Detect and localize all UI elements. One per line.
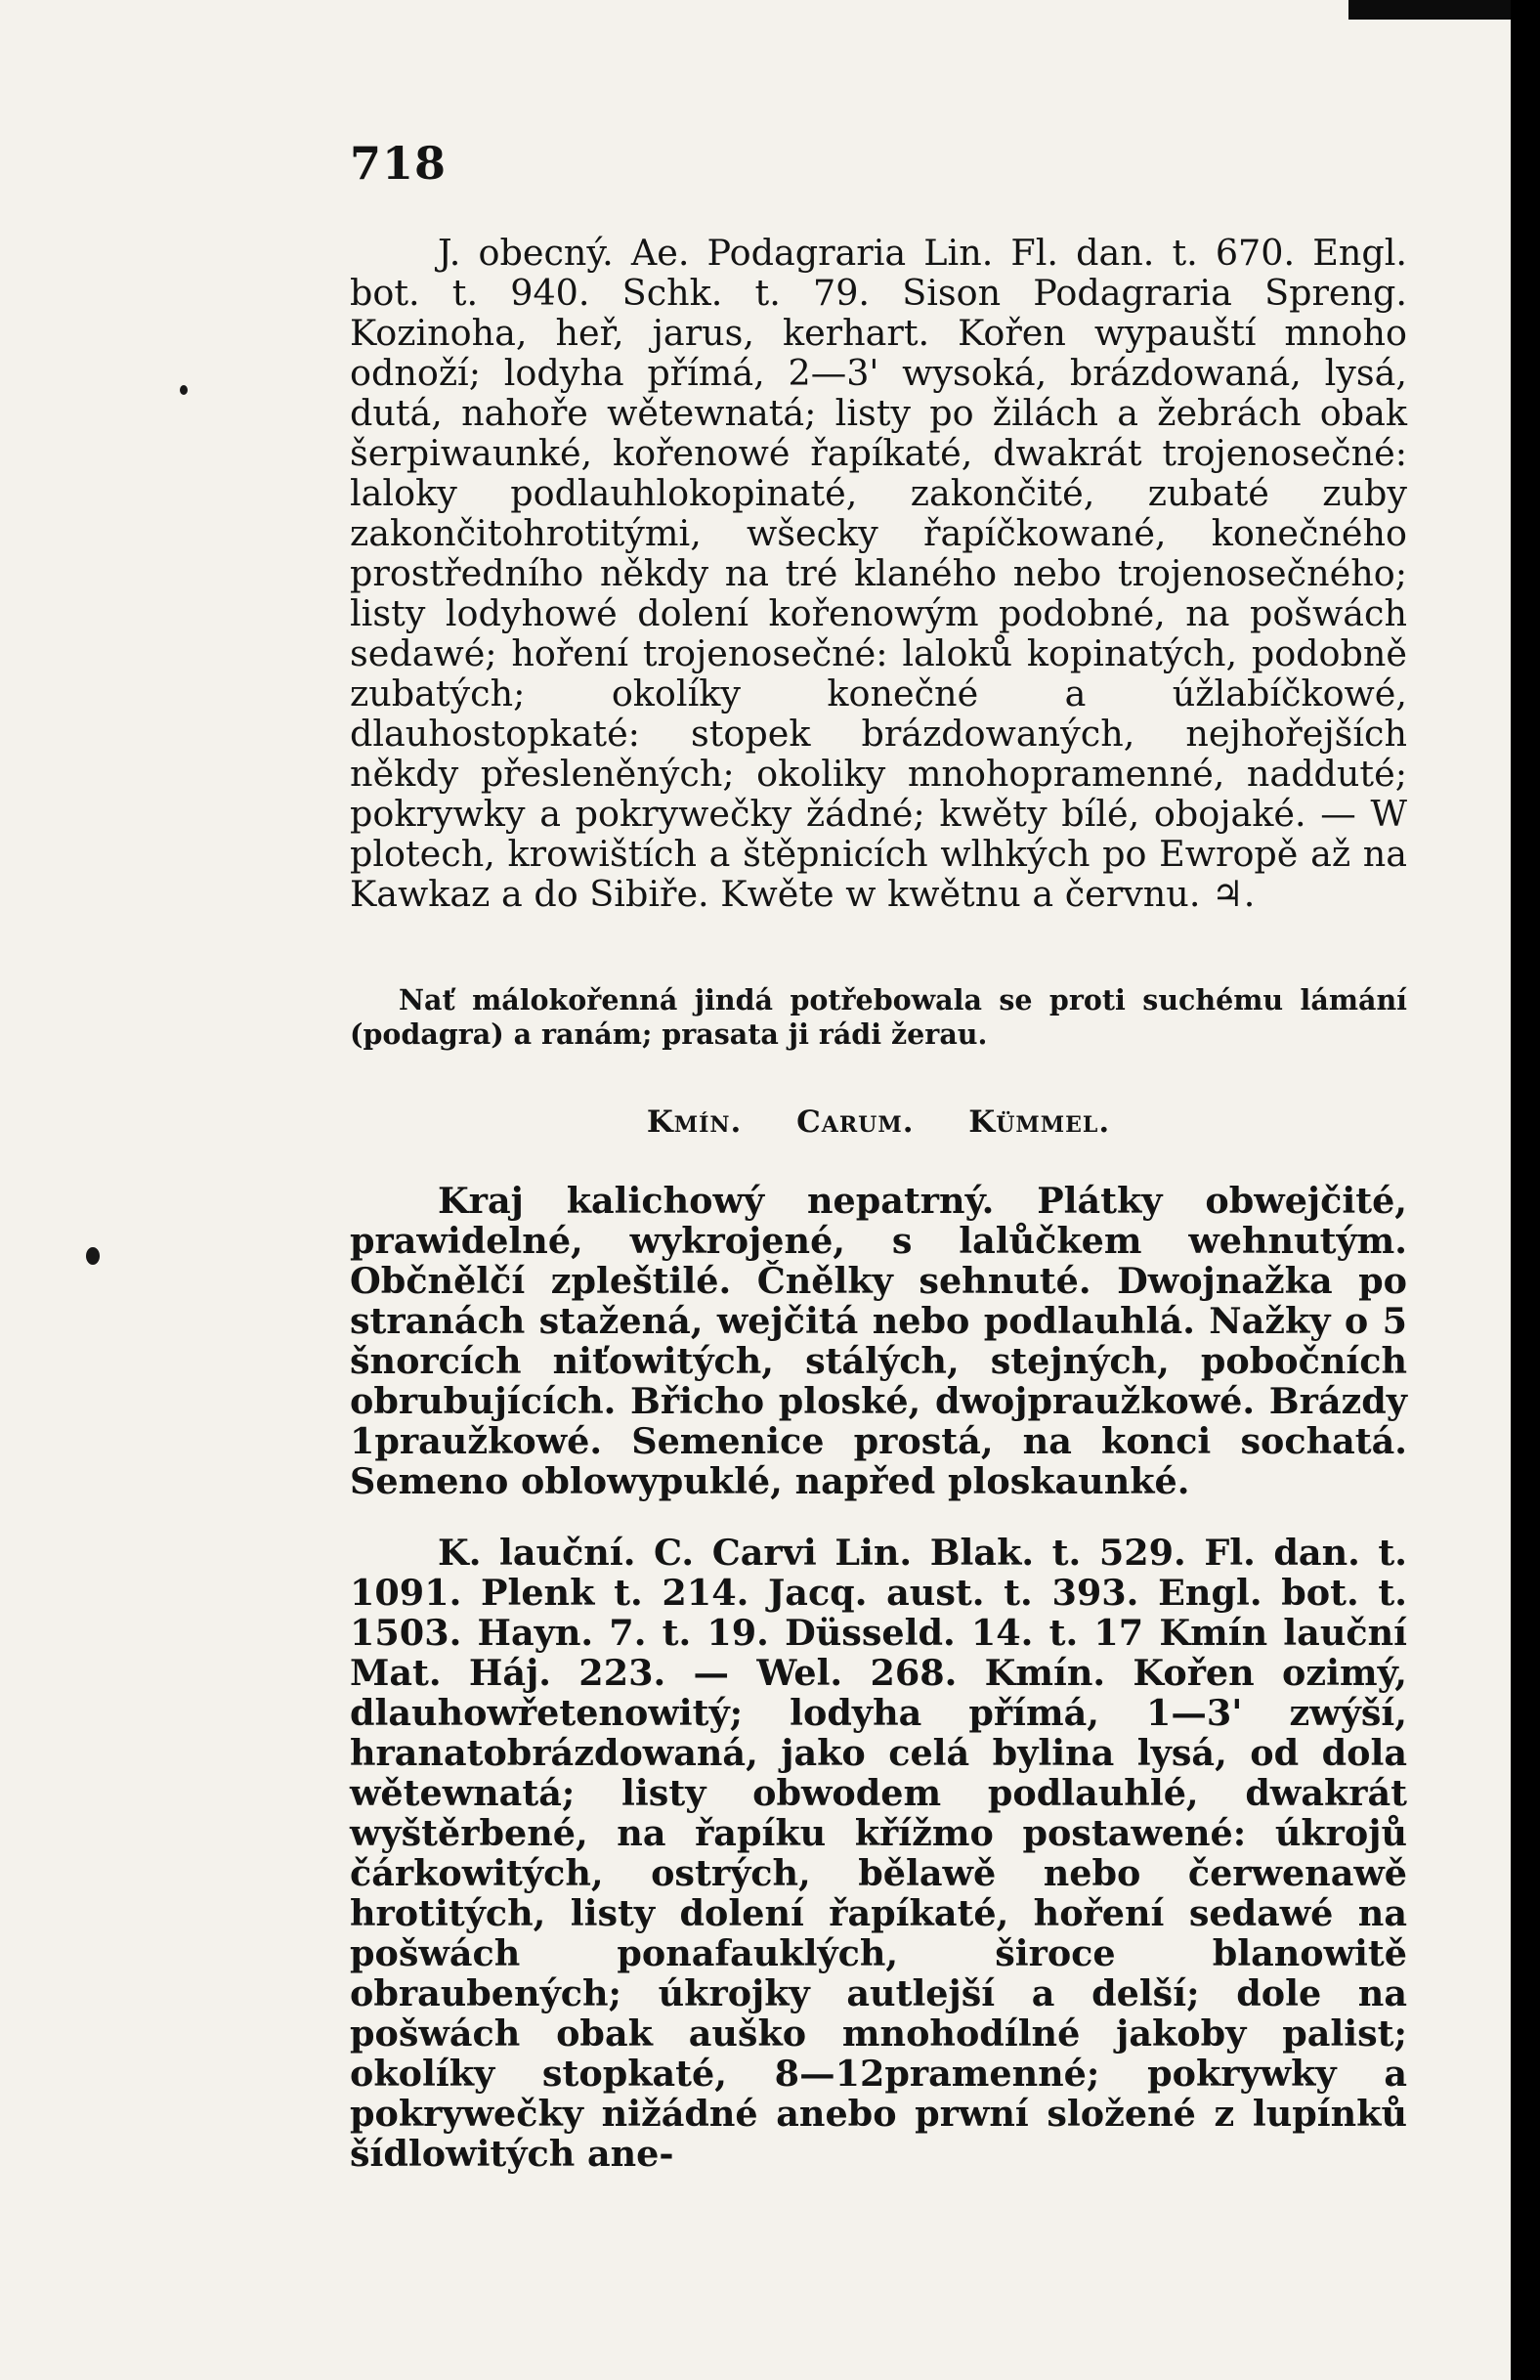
scan-shadow <box>1348 0 1511 20</box>
genus-name-german: Kümmel. <box>968 1104 1111 1140</box>
genus-name-czech: Kmín. <box>646 1104 743 1140</box>
genus-heading <box>350 1104 1407 1140</box>
page-number: 718 <box>350 137 448 190</box>
genus-name-latin: Carum. <box>796 1104 915 1140</box>
ink-speck <box>180 385 188 395</box>
usage-note-aegopodium: Nať málokořenná jindá potřebowala se proti suchému lámání (podagra) a ranám; prasata ji rádi žerau. <box>350 983 1407 1051</box>
scan-edge <box>1511 0 1540 2380</box>
species-description-aegopodium: J. obecný. Ae. Podagraria Lin. Fl. dan. t. 670. Engl. bot. t. 940. Schk. t. 79. Sison Podagraria Spreng. Kozinoha, heř, jarus, kerhart. Kořen wypauští mnoho odnoží; lodyha přímá, 2—3' wysoká, brázdowaná, lysá, dutá, nahoře wětewnatá; listy po žilách a žebrách obak šerpiwaunké, kořenowé řapíkaté, dwakrát trojenosečné: laloky podlauhlokopinaté, zakončité, zubaté zuby zakončitohrotitými, wšecky řapíčkowané, konečného prostředního někdy na tré klaného nebo trojenosečného; listy lodyhowé dolení kořenowým podobné, na pošwách sedawé; hoření trojenosečné: laloků kopinatých, podobně zubatých; okolíky konečné a úžlabíčkowé, dlauhostopkaté: stopek brázdowaných, nejhořejších někdy přesleněných; okoliky mnohopramenné, nadduté; pokrywky a pokrywečky žádné; kwěty bílé, obojaké. — W plotech, krowištích a štěpnicích wlhkých po Ewropě až na Kawkaz a do Sibiře. Kwěte w kwětnu a červnu. ♃. <box>350 232 1407 915</box>
species-description-carum-carvi: K. lauční. C. Carvi Lin. Blak. t. 529. Fl. dan. t. 1091. Plenk t. 214. Jacq. aust. t. 393. Engl. bot. t. 1503. Hayn. 7. t. 19. Düsseld. 14. t. 17 Kmín lauční Mat. Háj. 223. — Wel. 268. Kmín. Kořen ozimý, dlauhowřetenowitý; lodyha přímá, 1—3' zwýší, hranatobrázdowaná, jako celá bylina lysá, od dola wětewnatá; listy obwodem podlauhlé, dwakrát wyštěrbené, na řapíku křížmo postawené: úkrojů čárkowitých, ostrých, bělawě nebo čerwenawě hrotitých, listy dolení řapíkaté, hoření sedawé na pošwách ponafauklých, široce blanowitě obraubených; úkrojky autlejší a delší; dole na pošwách obak auško mnohodílné jakoby palist; okolíky stopkaté, 8—12pramenné; pokrywky a pokrywečky nižádné anebo prwní složené z lupínků šídlowitých ane- <box>350 1532 1407 2175</box>
ink-blot <box>86 1247 100 1265</box>
genus-description-carum: Kraj kalichowý nepatrný. Plátky obwejčité, prawidelné, wykrojené, s lalůčkem wehnutým. Občnělčí zpleštilé. Čnělky sehnuté. Dwojnažka po stranách stažená, wejčitá nebo podlauhlá. Nažky o 5 šnorcích niťowitých, stálých, stejných, pobočních obrubujících. Břicho ploské, dwojpraužkowé. Brázdy 1praužkowé. Semenice prostá, na konci sochatá. Semeno oblowypuklé, napřed ploskaunké. <box>350 1180 1407 1502</box>
